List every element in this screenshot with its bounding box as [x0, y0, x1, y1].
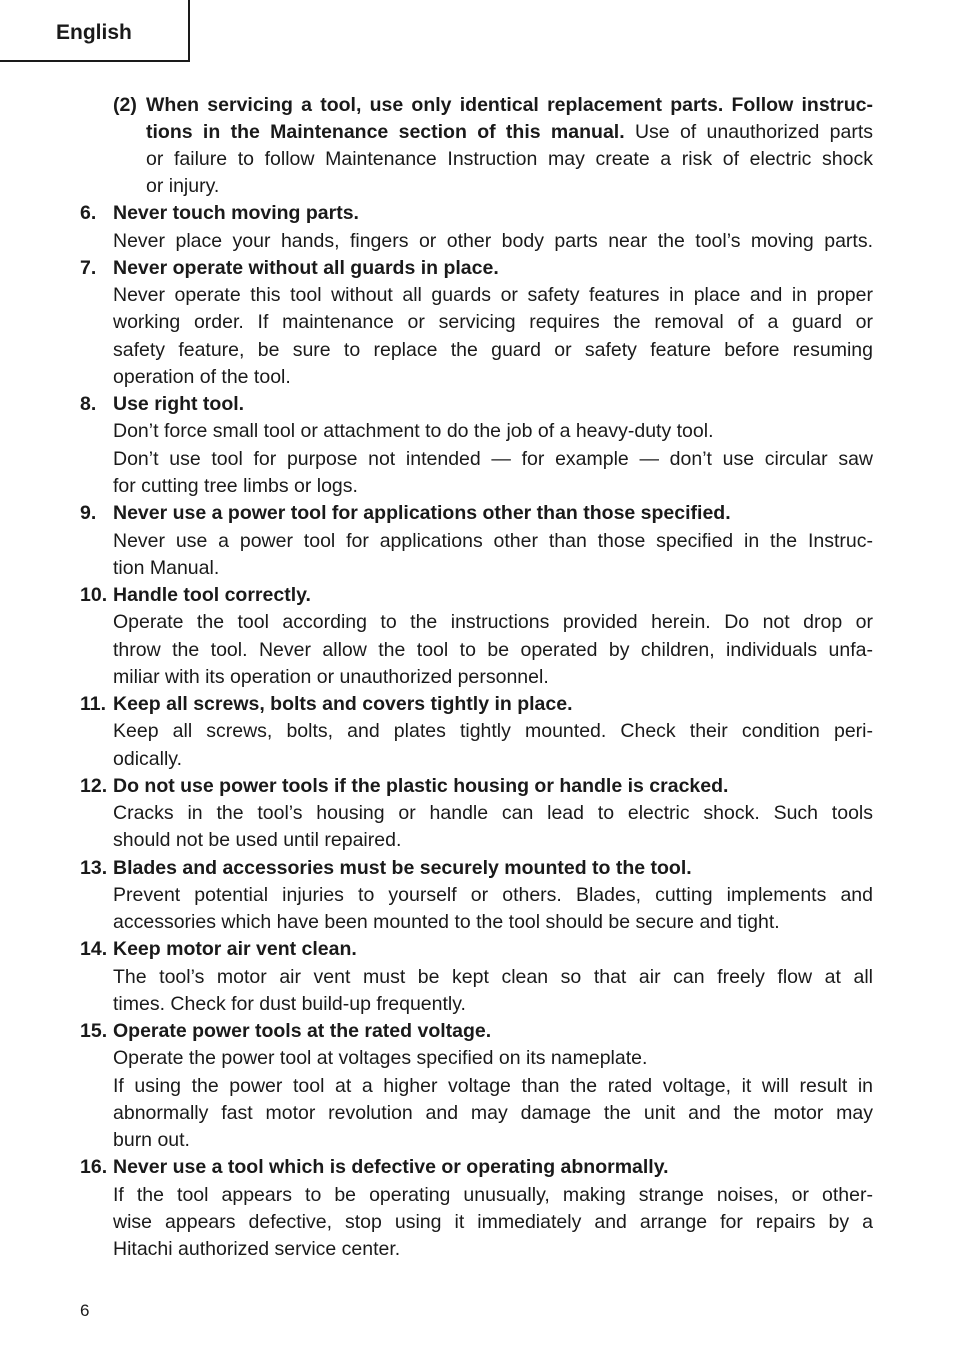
item-2-line-3: or failure to follow Maintenance Instruction may create a risk of electric shock — [146, 148, 873, 170]
item-2-number: (2) — [113, 94, 137, 116]
item-body-line: burn out. — [113, 1129, 190, 1151]
item-number: 15. — [80, 1020, 108, 1042]
item-body-line: accessories which have been mounted to the tool should be secure and tight. — [113, 911, 780, 933]
item-body-line: Never operate this tool without all guards or safety features in place and in proper — [113, 284, 873, 306]
item-heading: Keep all screws, bolts and covers tightly in place. — [113, 693, 573, 715]
item-heading: Never use a tool which is defective or operating abnormally. — [113, 1156, 669, 1178]
item-body-line: abnormally fast motor revolution and may damage the unit and the motor may — [113, 1102, 873, 1124]
item-body-line: wise appears defective, stop using it immediately and arrange for repairs by a — [113, 1211, 873, 1233]
item-body-line: Keep all screws, bolts, and plates tightly mounted. Check their condition peri- — [113, 720, 873, 742]
item-heading: Use right tool. — [113, 393, 245, 415]
item-body-line: Don’t force small tool or attachment to do the job of a heavy-duty tool. — [113, 420, 714, 442]
item-heading: Never touch moving parts. — [113, 202, 359, 224]
item-body-line: safety feature, be sure to replace the guard or safety feature before resuming — [113, 339, 873, 361]
item-body-line: odically. — [113, 748, 183, 770]
item-body-line: times. Check for dust build-up frequently. — [113, 993, 466, 1015]
item-body-line: for cutting tree limbs or logs. — [113, 475, 358, 497]
item-number: 8. — [80, 393, 97, 415]
item-2-line-2-bold: tions in the Maintenance section of this manual. — [146, 121, 625, 143]
item-body-line: The tool’s motor air vent must be kept clean so that air can freely flow at all — [113, 966, 873, 988]
item-number: 12. — [80, 775, 108, 797]
item-heading: Never use a power tool for applications other than those specified. — [113, 502, 731, 524]
item-heading: Handle tool correctly. — [113, 584, 311, 606]
item-heading: Never operate without all guards in place. — [113, 257, 499, 279]
item-number: 11. — [80, 693, 107, 715]
item-body-line: Never use a power tool for applications other than those specified in the Instruc- — [113, 530, 873, 552]
item-body-line: If the tool appears to be operating unusually, making strange noises, or other- — [113, 1184, 873, 1206]
page-number: 6 — [80, 1301, 90, 1320]
item-heading: Blades and accessories must be securely mounted to the tool. — [113, 857, 692, 879]
item-body-line: operation of the tool. — [113, 366, 291, 388]
item-2-line-4: or injury. — [146, 175, 220, 197]
item-body-line: miliar with its operation or unauthorized personnel. — [113, 666, 549, 688]
item-number: 14. — [80, 938, 108, 960]
item-body-line: Hitachi authorized service center. — [113, 1238, 401, 1260]
item-body-line: Operate the tool according to the instructions provided herein. Do not drop or — [113, 611, 873, 633]
item-body-line: Never place your hands, fingers or other body parts near the tool’s moving parts. — [113, 230, 873, 252]
item-number: 7. — [80, 257, 97, 279]
item-heading: Do not use power tools if the plastic housing or handle is cracked. — [113, 775, 729, 797]
item-2-line-1: When servicing a tool, use only identical replacement parts. Follow instruc- — [146, 94, 873, 116]
item-number: 13. — [80, 857, 108, 879]
item-body-line: Operate the power tool at voltages specified on its nameplate. — [113, 1047, 648, 1069]
item-2-line-2 — [146, 119, 873, 146]
item-number: 10. — [80, 584, 108, 606]
item-number: 6. — [80, 202, 97, 224]
item-body-line: If using the power tool at a higher voltage than the rated voltage, it will result in — [113, 1075, 873, 1097]
item-body-line: working order. If maintenance or servicing requires the removal of a guard or — [113, 311, 873, 333]
item-body-line: throw the tool. Never allow the tool to be operated by children, individuals unfa- — [113, 639, 873, 661]
item-heading: Keep motor air vent clean. — [113, 938, 357, 960]
item-body-line: Don’t use tool for purpose not intended — for example — don’t use circular saw — [113, 448, 873, 470]
item-2-line-2-rest: Use of unauthorized parts — [624, 121, 873, 143]
item-heading: Operate power tools at the rated voltage. — [113, 1020, 492, 1042]
item-body-line: Prevent potential injuries to yourself or others. Blades, cutting implements and — [113, 884, 873, 906]
item-number: 16. — [80, 1156, 108, 1178]
item-body-line: should not be used until repaired. — [113, 829, 402, 851]
item-body-line: Cracks in the tool’s housing or handle can lead to electric shock. Such tools — [113, 802, 873, 824]
language-label: English — [56, 21, 132, 44]
language-tab — [0, 0, 190, 62]
item-body-line: tion Manual. — [113, 557, 220, 579]
item-number: 9. — [80, 502, 97, 524]
